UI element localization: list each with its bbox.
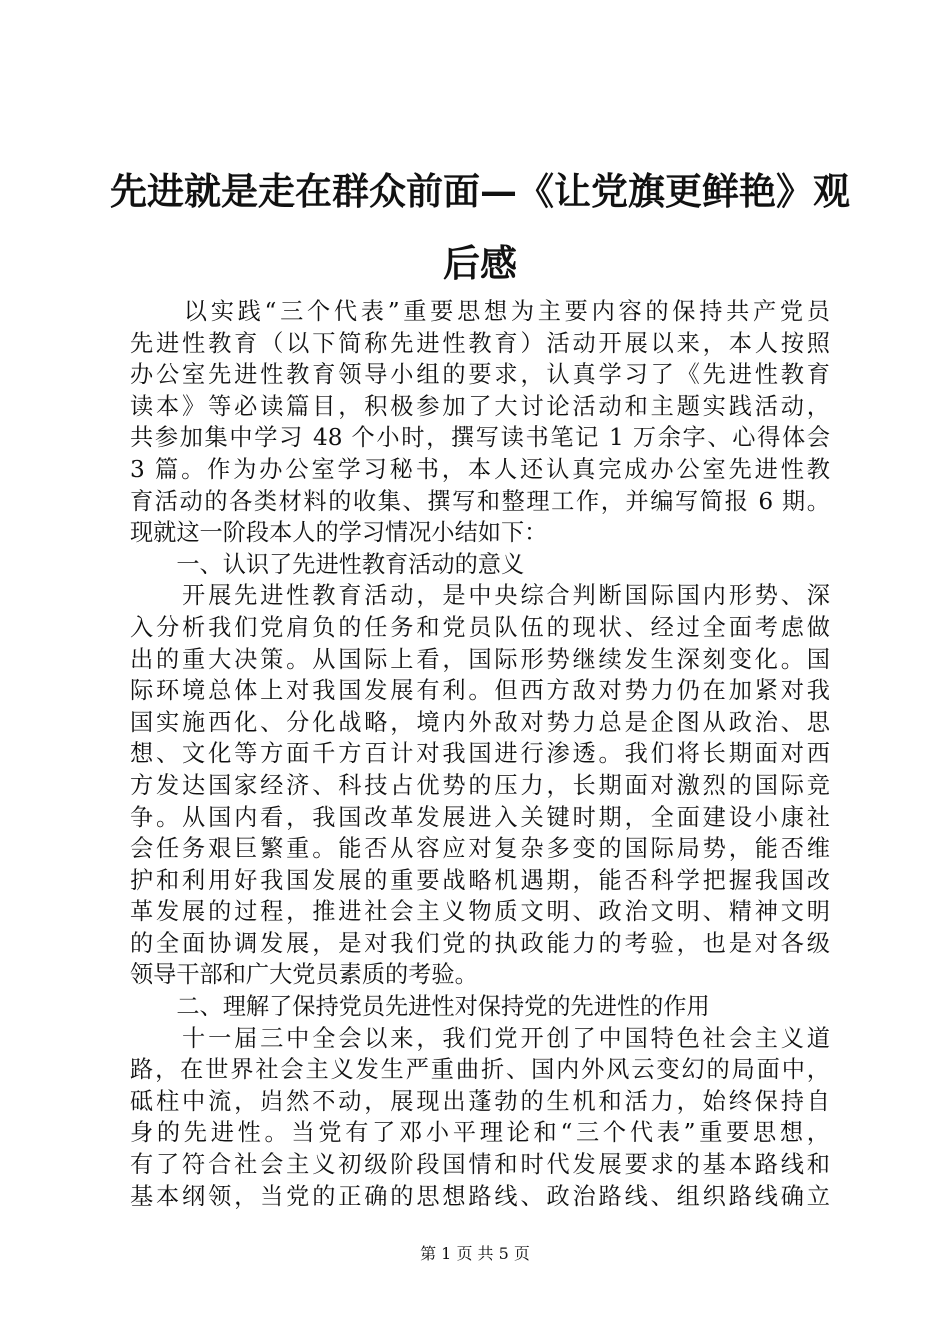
body-line: 护和利用好我国发展的重要战略机遇期，能否科学把握我国改 — [130, 866, 830, 894]
body-line: 先进性教育（以下简称先进性教育）活动开展以来，本人按照 — [130, 329, 830, 357]
body-line: 读本》等必读篇目，积极参加了大讨论活动和主题实践活动， — [130, 392, 830, 420]
document-body — [130, 296, 830, 1212]
body-line: 以实践“三个代表”重要思想为主要内容的保持共产党员 — [130, 298, 830, 325]
body-line: 入分析我们党肩负的任务和党员队伍的现状、经过全面考虑做 — [130, 613, 830, 641]
body-line: 十一届三中全会以来，我们党开创了中国特色社会主义道 — [130, 1024, 830, 1052]
body-line: 领导干部和广大党员素质的考验。 — [130, 961, 478, 989]
body-line: 基本纲领，当党的正确的思想路线、政治路线、组织路线确立 — [130, 1182, 830, 1210]
body-line: 育活动的各类材料的收集、撰写和整理工作，并编写简报 6 期。 — [130, 487, 830, 515]
body-line: 有了符合社会主义初级阶段国情和时代发展要求的基本路线和 — [130, 1151, 830, 1179]
body-line: 的全面协调发展，是对我们党的执政能力的考验，也是对各级 — [130, 929, 830, 957]
body-line: 出的重大决策。从国际上看，国际形势继续发生深刻变化。国 — [130, 645, 830, 673]
body-line: 砥柱中流，岿然不动，展现出蓬勃的生机和活力，始终保持自 — [130, 1087, 830, 1115]
title-line-1: 先进就是走在群众前面—《让党旗更鲜艳》观 — [110, 169, 850, 213]
document-title — [110, 155, 850, 299]
body-line: 二、理解了保持党员先进性对保持党的先进性的作用 — [130, 993, 710, 1021]
body-line: 3 篇。作为办公室学习秘书，本人还认真完成办公室先进性教 — [130, 455, 830, 483]
body-line: 国实施西化、分化战略，境内外敌对势力总是企图从政治、思 — [130, 708, 830, 736]
body-line: 办公室先进性教育领导小组的要求，认真学习了《先进性教育 — [130, 361, 830, 389]
body-line: 共参加集中学习 48 个小时，撰写读书笔记 1 万余字、心得体会 — [130, 424, 830, 452]
body-line: 现就这一阶段本人的学习情况小结如下： — [130, 519, 548, 547]
page-footer: 第 1 页 共 5 页 — [420, 1244, 530, 1263]
body-line: 开展先进性教育活动，是中央综合判断国际国内形势、深 — [130, 582, 830, 610]
body-line: 方发达国家经济、科技占优势的压力，长期面对激烈的国际竞 — [130, 771, 830, 799]
body-line: 争。从国内看，我国改革发展进入关键时期，全面建设小康社 — [130, 803, 830, 831]
body-line: 会任务艰巨繁重。能否从容应对复杂多变的国际局势，能否维 — [130, 835, 830, 863]
body-line: 革发展的过程，推进社会主义物质文明、政治文明、精神文明 — [130, 898, 830, 926]
body-line: 际环境总体上对我国发展有利。但西方敌对势力仍在加紧对我 — [130, 677, 830, 705]
title-line-2: 后感 — [443, 241, 517, 285]
body-line: 路，在世界社会主义发生严重曲折、国内外风云变幻的局面中， — [130, 1056, 830, 1084]
body-line: 身的先进性。当党有了邓小平理论和“三个代表”重要思想， — [130, 1119, 830, 1147]
body-line: 一、认识了先进性教育活动的意义 — [130, 550, 525, 578]
body-line: 想、文化等方面千方百计对我国进行渗透。我们将长期面对西 — [130, 740, 830, 768]
